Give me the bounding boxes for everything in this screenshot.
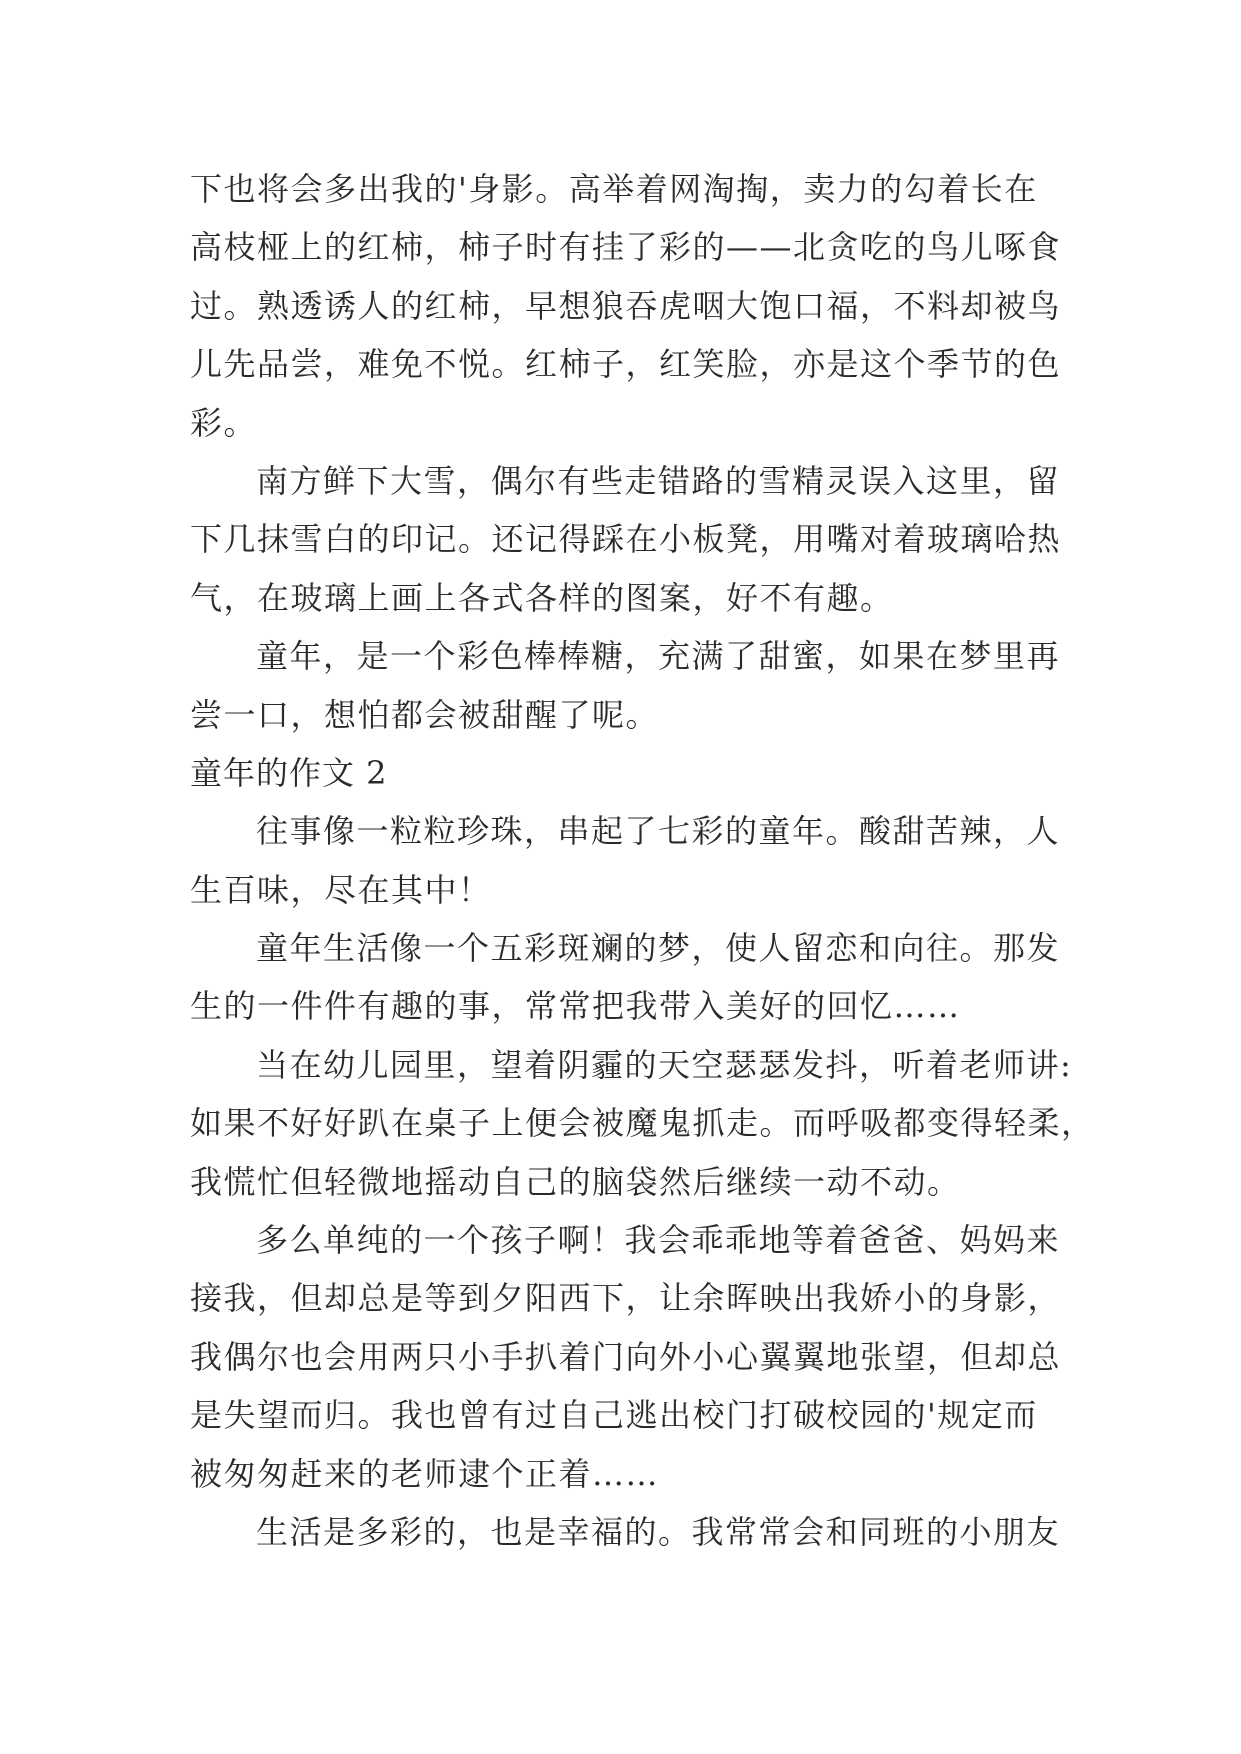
text-line: 儿先品尝，难免不悦。红柿子，红笑脸，亦是这个季节的色 [190,345,1062,384]
text-line: 如果不好好趴在桌子上便会被魔鬼抓走。而呼吸都变得轻柔， [190,1104,1095,1143]
text-line: 彩。 [190,403,258,442]
paragraph-start-line: 当在幼儿园里，望着阴霾的天空瑟瑟发抖，听着老师讲: [256,1045,1073,1084]
text-line: 我慌忙但轻微地摇动自己的脑袋然后继续一动不动。 [190,1162,961,1201]
paragraph-start-line: 多么单纯的一个孩子啊！我会乖乖地等着爸爸、妈妈来 [256,1221,1061,1260]
text-line: 接我，但却总是等到夕阳西下，让余晖映出我娇小的身影， [190,1279,1062,1318]
text-line: 下几抹雪白的印记。还记得踩在小板凳，用嘴对着玻璃哈热 [190,520,1062,559]
text-line: 我偶尔也会用两只小手扒着门向外小心翼翼地张望，但却总 [190,1337,1062,1376]
paragraph-start-line: 生活是多彩的，也是幸福的。我常常会和同班的小朋友 [256,1512,1061,1551]
text-line: 高枝桠上的红柿，柿子时有挂了彩的——北贪吃的鸟儿啄食 [190,228,1062,267]
paragraph-start-line: 往事像一粒粒珍珠，串起了七彩的童年。酸甜苦辣，人 [256,812,1061,851]
text-line: 是失望而归。我也曾有过自己逃出校门打破校园的'规定而 [190,1396,1038,1435]
paragraph-start-line: 童年生活像一个五彩斑斓的梦，使人留恋和向往。那发 [256,929,1061,968]
text-line: 生的一件件有趣的事，常常把我带入美好的回忆…… [190,987,961,1026]
text-line: 生百味，尽在其中！ [190,870,492,909]
paragraph-start-line: 南方鲜下大雪，偶尔有些走错路的雪精灵误入这里，留 [256,461,1061,500]
text-line: 下也将会多出我的'身影。高举着网淘掏，卖力的勾着长在 [190,170,1038,208]
paragraph-start-line: 童年，是一个彩色棒棒糖，充满了甜蜜，如果在梦里再 [256,637,1061,676]
text-line: 气，在玻璃上画上各式各样的图案，好不有趣。 [190,578,894,617]
text-line: 被匆匆赶来的老师逮个正着…… [190,1454,660,1493]
text-line: 尝一口，想怕都会被甜醒了呢。 [190,695,660,734]
section-heading: 童年的作文 2 [190,753,388,792]
text-line: 过。熟透诱人的红柿，早想狼吞虎咽大饱口福，不料却被鸟 [190,286,1062,325]
document-body [190,160,1095,1561]
